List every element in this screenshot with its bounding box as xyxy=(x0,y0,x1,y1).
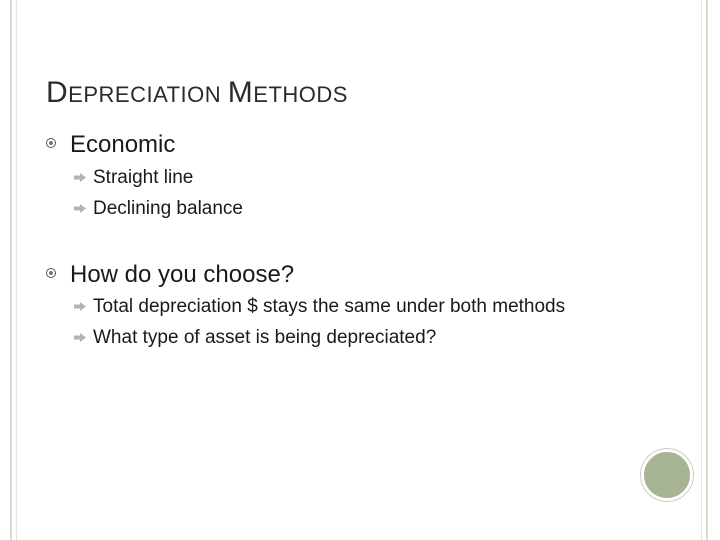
title-part: M xyxy=(227,76,254,109)
sub-bullet-straight-line xyxy=(74,167,193,189)
bullet-how-do-you-choose xyxy=(46,261,294,289)
bullet-label: Economic xyxy=(70,131,176,158)
sub-bullet-declining-balance xyxy=(74,198,243,220)
decorative-circle-icon xyxy=(641,449,693,501)
sub-bullet-label: What type of asset is being depreciated? xyxy=(93,327,437,348)
sub-bullet-label: Straight line xyxy=(93,167,194,188)
title-part: D xyxy=(46,76,69,109)
circle-bullet-icon xyxy=(46,138,56,148)
arrow-bullet-icon xyxy=(74,333,86,342)
sub-bullet-asset-type xyxy=(74,327,436,349)
slide-title xyxy=(46,76,348,110)
bullet-economic xyxy=(46,131,175,159)
sub-bullet-label: Total depreciation $ stays the same under both methods xyxy=(93,296,566,317)
arrow-bullet-icon xyxy=(74,173,86,182)
arrow-bullet-icon xyxy=(74,302,86,311)
circle-bullet-icon xyxy=(46,268,56,278)
title-part: EPRECIATION xyxy=(68,82,228,107)
sub-bullet-total-depreciation xyxy=(74,296,565,318)
sub-bullet-label: Declining balance xyxy=(93,198,243,219)
bullet-label: How do you choose? xyxy=(70,261,295,288)
arrow-bullet-icon xyxy=(74,204,86,213)
title-part: ETHODS xyxy=(253,82,348,107)
